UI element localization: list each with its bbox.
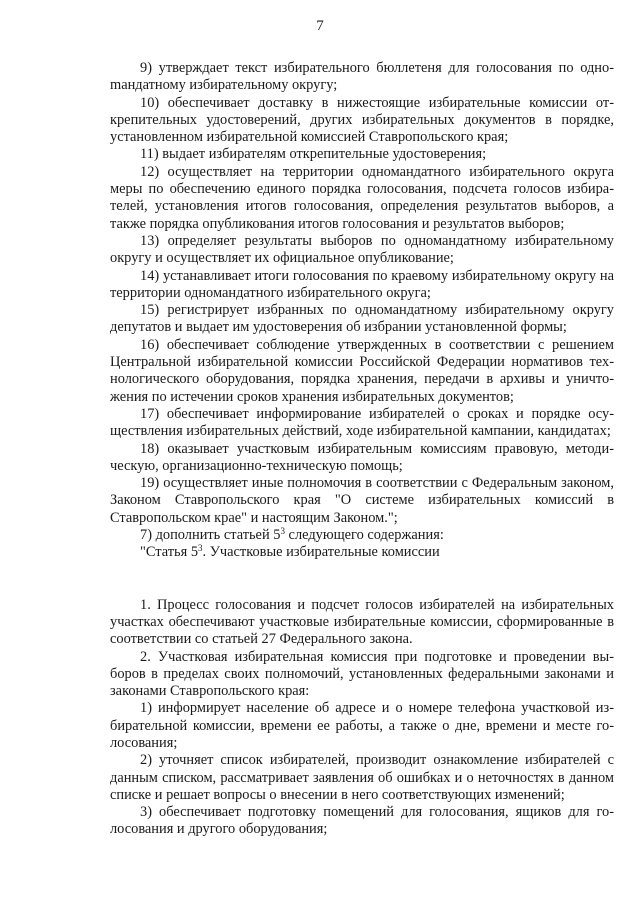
paragraph: 1. Процесс голосования и подсчет голосов избирателей на избирательных участках обеспечивают участковые избирательные комиссии, сформированные в соответствии со статьей 27 Федерального закона. (110, 596, 614, 648)
document-body (110, 60, 614, 839)
paragraph: 9) утверждает текст избирательного бюллетеня для голосования по одноmандатному избирательному округу; (110, 60, 614, 94)
commission-powers-list (110, 60, 614, 527)
paragraph: 13) определяет результаты выборов по одномандатному избирательному округу и осуществляет их официальное опубликование; (110, 232, 614, 267)
paragraph: 18) оказывает участковым избирательным комиссиям правовую, методическую, организационно-техническую помощь; (110, 440, 614, 474)
page-number: 7 (316, 18, 324, 34)
paragraph: 11) выдает избирателям открепительные удостоверения; (140, 146, 487, 163)
paragraph: 17) обеспечивает информирование избирателей о сроках и порядке осуществления избирательных действий, ходе избирательной кампании, кандидатах; (110, 405, 614, 440)
paragraph: 19) осуществляет иные полномочия в соответствии с Федеральным законом, Законом Ставропольского края "О системе избирательных комиссий в Ставропольском крае" и настоящим Законом."; (110, 475, 614, 526)
article-title: "Статья $5^3$. Участковые избирательные комиссии (140, 543, 440, 561)
paragraph: 15) регистрирует избранных по одномандатному избирательному округу депутатов и выдает им удостоверения об избрании установленной формы; (110, 302, 614, 336)
paragraph: 1) информирует население об адресе и о номере телефона участковой избирательной комиссии, времени ее работы, а также о дне, времени и месте голосования; (110, 700, 614, 751)
article-paragraphs (110, 597, 614, 839)
amendment-line: 7) дополнить статьей $5^3$ следующего содержания: (140, 526, 444, 544)
paragraph: 3) обеспечивает подготовку помещений для голосования, ящиков для голосования и другого оборудования; (110, 804, 614, 838)
section-spacer (110, 562, 614, 597)
paragraph: 10) обеспечивает доставку в нижестоящие избирательные комиссии открепительных удостоверений, других избирательных документов в порядке, установленном избирательной комиссией Ставропольского края; (110, 94, 614, 146)
paragraph: 16) обеспечивает соблюдение утвержденных в соответствии с решением Центральной избирательной комиссии Российской Федерации нормативов технологического оборудования, порядка хранения, передачи в архивы и уничтожения по истечении сроков хранения избирательных документов; (110, 336, 614, 405)
paragraph: 12) осуществляет на территории одномандатного избирательного округа меры по обеспечению единого порядка голосования, подсчета голосов избирателей, установления итогов голосования, определения результатов выборов, а также порядка опубликования итогов голосования и результатов выборов; (110, 163, 614, 232)
paragraph: 2) уточняет список избирателей, производит ознакомление избирателей с данным списком, рассматривает заявления об ошибках и о неточностях в данном списке и решает вопросы о внесении в него соответствующих изменений; (110, 752, 614, 803)
paragraph: 2. Участковая избирательная комиссия при подготовке и проведении выборов в пределах своих полномочий, установленных федеральными законами и законами Ставропольского края: (110, 648, 614, 700)
paragraph: 14) устанавливает итоги голосования по краевому избирательному округу на территории одномандатного избирательного округа; (110, 267, 614, 301)
